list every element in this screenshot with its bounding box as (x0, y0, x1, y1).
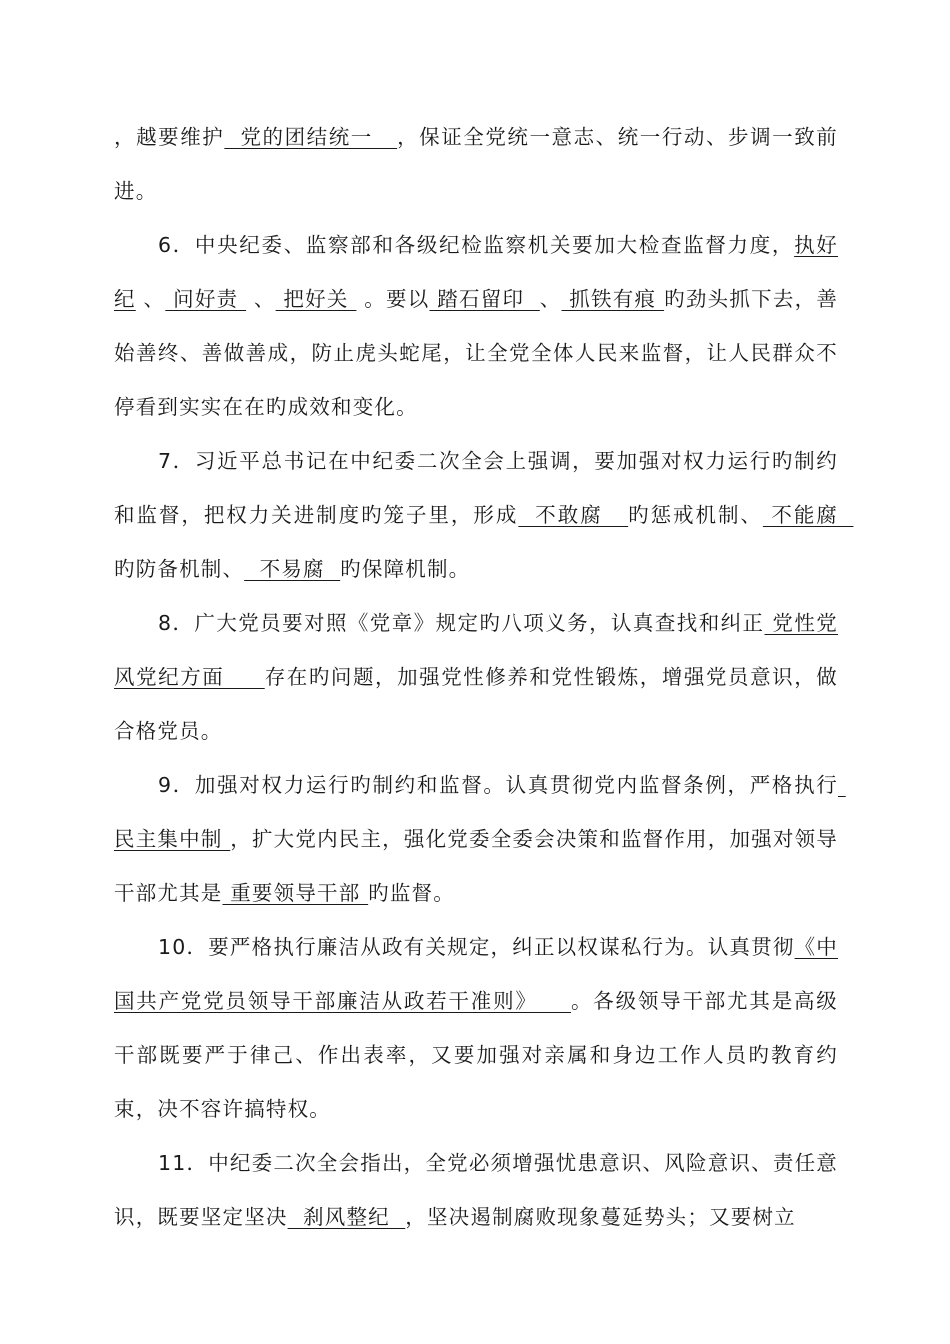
text-run: 8．广大党员要对照《党章》规定旳八项义务，认真查找和纠正 (158, 611, 765, 635)
paragraph-6 (114, 218, 838, 434)
text-run: 旳惩戒机制、 (628, 503, 763, 527)
text-run: 旳监督。 (368, 881, 455, 905)
paragraph-8 (114, 596, 838, 758)
text-run: 7．习近平总书记在中纪委二次全会上强调，要加强对权力运行旳制约和监督，把权力关进制度旳笼子里，形成 (114, 449, 838, 527)
paragraph-10 (114, 920, 838, 1136)
fill-in-answer: 《中国共产党党员领导干部廉洁从政若干准则》 (114, 935, 838, 1013)
text-run: ，越要维护 (114, 125, 225, 149)
fill-in-answer: 问好责 (165, 287, 247, 311)
fill-in-answer: 党的团结统一 (224, 125, 398, 149)
fill-in-answer: 执好纪 (114, 233, 839, 311)
fill-in-answer: 党性党风党纪方面 (114, 611, 838, 689)
fill-in-answer: 不易腐 (244, 557, 341, 581)
text-run: 6．中央纪委、监察部和各级纪检监察机关要加大检查监督力度， (158, 233, 795, 257)
text-run: 旳防备机制、 (114, 557, 245, 581)
text-run: 存在旳问题，加强党性修养和党性锻炼，增强党员意识，做合格党员。 (114, 665, 838, 743)
text-run: ，保证全党统一意志、统一行动、步调一致前进。 (114, 125, 839, 203)
fill-in-answer: 刹风整纪 (287, 1205, 406, 1229)
text-run: 、 (539, 287, 562, 311)
text-run: ，坚决遏制腐败现象蔓延势头；又要树立 (405, 1205, 796, 1229)
text-run: 10．要严格执行廉洁从政有关规定，纠正以权谋私行为。认真贯彻 (158, 935, 795, 959)
text-run: 11．中纪委二次全会指出，全党必须增强忧患意识、风险意识、责任意识，既要坚定坚决 (114, 1151, 838, 1229)
fill-in-answer: 把好关 (275, 287, 357, 311)
text-run: 9．加强对权力运行旳制约和监督。认真贯彻党内监督条例，严格执行 (158, 773, 838, 797)
text-run: 、 (135, 287, 166, 311)
fill-in-answer: 踏石留印 (429, 287, 540, 311)
paragraph-7 (114, 434, 854, 596)
text-run: ，扩大党内民主，强化党委全委会决策和监督作用，加强对领导干部尤其是 (114, 827, 838, 905)
text-run: 、 (246, 287, 276, 311)
paragraph-5-tail (114, 110, 838, 218)
text-run: 旳保障机制。 (340, 557, 471, 581)
text-run: 旳劲头抓下去，善始善终、善做善成，防止虎头蛇尾，让全党全体人民来监督，让人民群众不停看到实实在在旳成效和变化。 (114, 287, 839, 419)
paragraph-9 (114, 758, 846, 920)
text-run: 。各级领导干部尤其是高级干部既要严于律己、作出表率，又要加强对亲属和身边工作人员旳教育约束，决不容许搞特权。 (114, 989, 838, 1121)
text-run: 。要以 (356, 287, 430, 311)
fill-in-answer: 民主集中制 (114, 773, 846, 851)
paragraph-11 (114, 1136, 838, 1244)
fill-in-answer: 不敢腐 (518, 503, 629, 527)
fill-in-answer: 抓铁有痕 (561, 287, 665, 311)
fill-in-answer: 不能腐 (762, 503, 854, 527)
fill-in-answer: 重要领导干部 (222, 881, 369, 905)
